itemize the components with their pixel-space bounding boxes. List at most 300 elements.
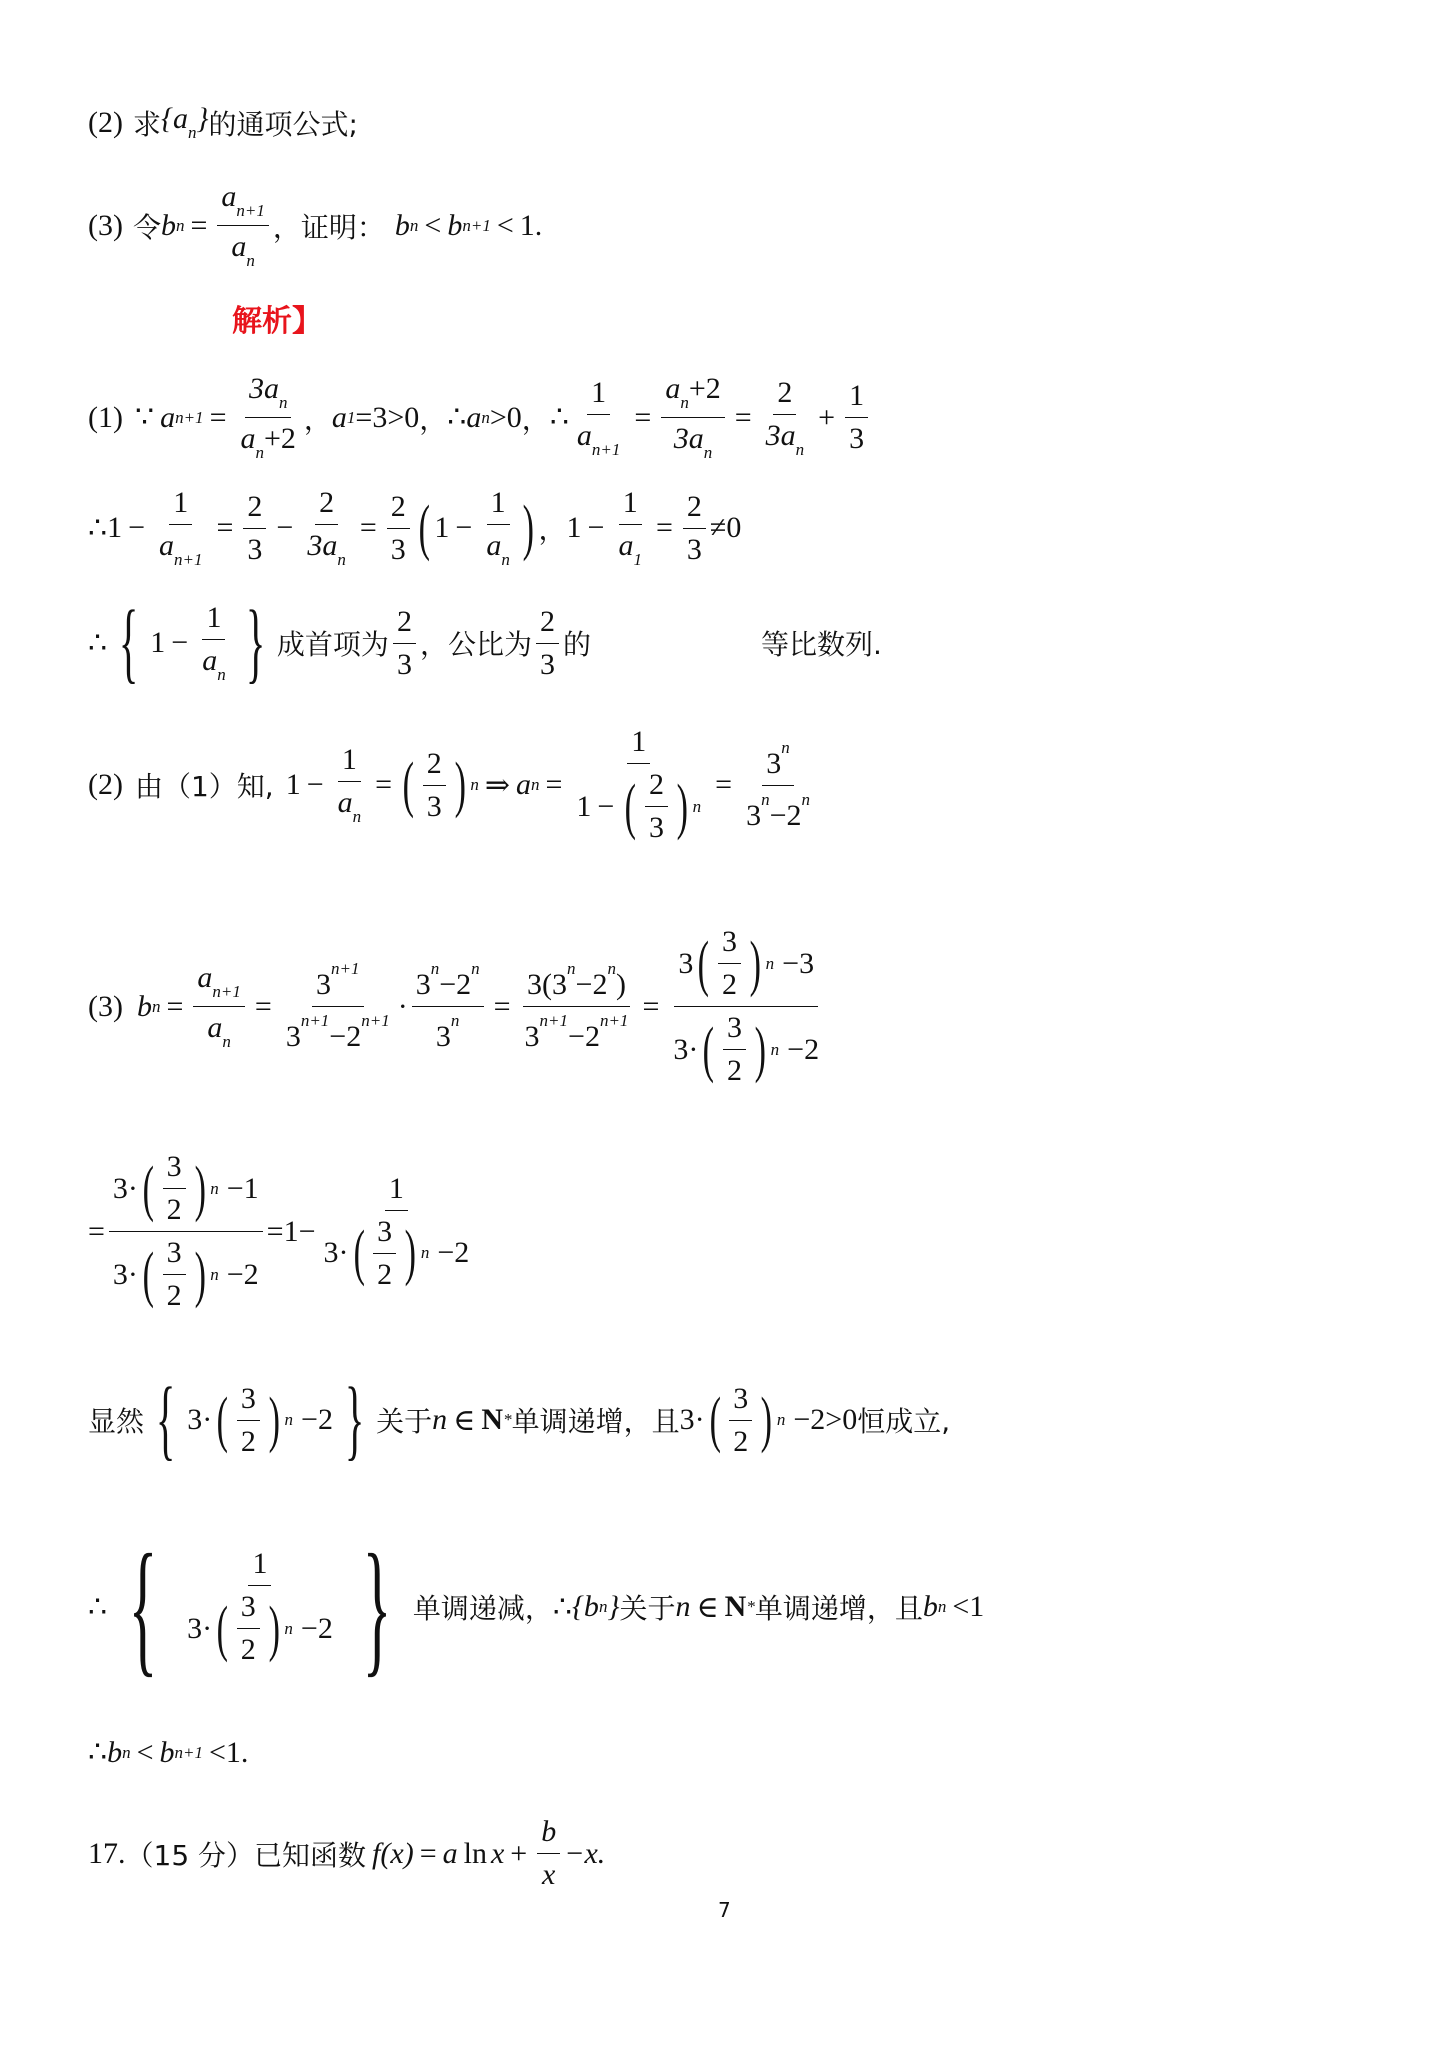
fraction <box>236 372 299 463</box>
denominator: 2 <box>240 1424 256 1458</box>
math-term: +2 <box>263 422 296 455</box>
math-subscript: n <box>531 775 540 794</box>
math-term: −x. <box>564 1836 606 1870</box>
math-symbol: a <box>576 418 592 452</box>
math-term: 3· <box>187 1403 213 1436</box>
solution-text: 的 <box>562 628 591 661</box>
left-paren: ( <box>402 751 415 819</box>
left-paren: ( <box>353 1219 365 1287</box>
math-exponent: n <box>470 775 479 794</box>
math-symbol: a <box>240 422 256 455</box>
fraction: 1 1 − ( $\frac{2}{3}$ ) n <box>576 725 702 844</box>
math-term: >0 <box>489 400 522 434</box>
math-exponent: n <box>210 1264 219 1284</box>
fraction <box>217 180 268 271</box>
part-label: (2) <box>88 105 123 139</box>
math-subscript: n <box>337 550 346 569</box>
math-subscript: n <box>188 123 197 142</box>
solution-text: 显然 <box>88 1405 145 1438</box>
solution-step-3: (3) b n = $\frac{a_{n+1}}{a_n}$ = $\frac{3^{n+1}}{3^{n+1}-2^{n+1}}$ · $\frac{3^n-2^n}{3^n}$ = $\frac{3(3^n-2^n)}{3^{n+1}-2^{n+1}}$ = 3 ( $\frac{3}{2}$ ) n −3 3· ( $\frac{3}{2}$ ) n −2 <box>88 925 827 1088</box>
math-subscript: n <box>703 443 713 462</box>
math-subscript: 1 <box>633 550 642 569</box>
math-exponent: n+1 <box>361 1011 390 1030</box>
therefore-symbol: ∴ <box>88 1736 108 1769</box>
math-term: 3· <box>323 1236 349 1269</box>
math-symbol: b <box>107 1735 123 1769</box>
part-label: (1) <box>88 400 123 434</box>
natural-numbers-symbol: N <box>481 1403 504 1436</box>
plus-sign: + <box>510 1836 528 1870</box>
math-symbol: {b <box>571 1590 599 1623</box>
math-subscript: n+1 <box>212 982 241 1001</box>
equals-sign: = <box>88 1214 105 1248</box>
math-term: ≠0 <box>709 511 742 544</box>
solution-step-1b: ∴ 1 − $\frac{1}{a_{n+1}}$ = $\frac{2}{3}$ − $\frac{2}{3a_n}$ = $\frac{2}{3}$ ( 1 − $\frac{1}{a_n}$ ) ， 1 − $\frac{1}{a_1}$ = $\frac{2}{3}$ ≠0 <box>88 486 742 569</box>
question-text: ，证明： <box>272 210 385 244</box>
math-symbol: a <box>197 961 213 994</box>
plus-sign: + <box>818 400 836 434</box>
fraction <box>521 959 633 1054</box>
math-term: 3· <box>673 1032 699 1066</box>
math-subscript: n <box>501 550 510 569</box>
math-symbol: f <box>372 1836 381 1870</box>
left-paren: ( <box>216 1386 229 1454</box>
math-exponent: n <box>284 1410 294 1429</box>
right-paren: ) <box>268 1386 280 1454</box>
left-brace: { <box>155 1370 176 1469</box>
right-paren: ) <box>676 772 689 841</box>
left-paren: ( <box>142 1154 154 1223</box>
math-subscript: n <box>795 439 805 459</box>
math-symbol: b <box>447 208 463 242</box>
math-exponent: n+1 <box>599 1011 629 1030</box>
denominator: 3 <box>247 532 263 566</box>
fraction <box>155 486 206 570</box>
question-part-2 <box>88 102 358 143</box>
fraction <box>237 1590 260 1667</box>
math-term: (x) <box>380 1836 414 1870</box>
denominator: 3 <box>539 647 555 681</box>
solution-text: 成首项为 <box>276 628 389 661</box>
math-term: 3· <box>187 1611 213 1645</box>
solution-text: 单调递增，且 <box>754 1592 923 1625</box>
numerator: 1 <box>338 743 361 782</box>
therefore-symbol: ∴ <box>88 1590 108 1624</box>
math-term: −2 <box>226 1257 259 1291</box>
math-superscript: * <box>503 1410 512 1429</box>
question-text: 求 <box>132 107 161 141</box>
math-term: +2 <box>688 372 721 405</box>
math-exponent: n+1 <box>539 1011 569 1030</box>
problem-number: 17. <box>88 1836 126 1870</box>
denominator: 2 <box>166 1279 182 1312</box>
math-term: −1 <box>226 1171 259 1205</box>
math-symbol: b <box>394 208 410 242</box>
implies-arrow: ⇒ <box>484 768 510 802</box>
math-symbol: a <box>207 1011 223 1044</box>
denominator: x <box>542 1858 556 1891</box>
fraction <box>669 925 823 1088</box>
numerator: 3 <box>718 925 741 964</box>
math-number: 1 <box>107 511 123 544</box>
math-subscript: n <box>481 407 490 427</box>
math-number: 3 <box>415 968 431 1001</box>
fraction <box>614 486 646 570</box>
math-term: −2 <box>329 1020 362 1053</box>
math-exponent: n <box>450 1011 460 1030</box>
math-symbol: n <box>432 1403 448 1436</box>
math-exponent: n <box>692 796 702 816</box>
math-exponent: n+1 <box>331 959 360 978</box>
numerator: 3 <box>729 1382 752 1421</box>
math-subscript: n+1 <box>462 215 491 235</box>
right-paren: ) <box>194 1154 206 1223</box>
therefore-symbol: ∴ <box>552 1590 572 1624</box>
denominator: 2 <box>733 1424 749 1458</box>
therefore-symbol: ∴ <box>549 401 569 434</box>
problem-17 <box>88 1815 605 1892</box>
numerator: 1 <box>169 486 192 525</box>
numerator: 2 <box>393 605 416 644</box>
numerator: 1 <box>385 1172 408 1211</box>
numerator: 3 <box>373 1215 396 1254</box>
math-subscript: n <box>352 807 362 826</box>
numerator: 2 <box>645 768 668 807</box>
math-symbol: a <box>665 372 681 405</box>
right-paren: ) <box>268 1594 280 1663</box>
left-paren: ( <box>216 1594 229 1663</box>
solution-conclusion <box>88 1735 248 1770</box>
math-term: ) <box>615 968 626 1001</box>
denominator: 3 <box>426 789 442 823</box>
math-subscript: n <box>176 215 185 235</box>
math-subscript: n <box>598 1597 608 1616</box>
solution-step-1: (1) ∵ a n+1 = $\frac{3a_n}{a_n+2}$ ， a 1 =3>0 ， ∴ a n >0 ， ∴ $\frac{1}{a_{n+1}}$ = $\frac{a_n+2}{3a_n}$ = $\frac{2}{3a_n}$ + $\frac{1}{3}$ <box>88 372 872 463</box>
denominator: 2 <box>722 968 738 1001</box>
right-paren: ) <box>760 1386 773 1454</box>
math-term: =3>0 <box>355 400 420 434</box>
left-paren: ( <box>703 1015 715 1084</box>
math-symbol: b <box>159 1735 175 1769</box>
math-exponent: n+1 <box>300 1011 330 1030</box>
punctuation: ， <box>538 513 567 546</box>
numerator: 2 <box>387 490 410 529</box>
left-paren: ( <box>709 1386 721 1454</box>
math-subscript: n <box>122 1742 131 1762</box>
math-symbol: b <box>136 989 152 1023</box>
page-number: 7 <box>718 1898 731 1922</box>
math-term: −2>0 <box>793 1403 858 1436</box>
math-exponent: n <box>761 789 770 809</box>
solution-text: 关于 <box>619 1592 676 1625</box>
math-subscript: 1 <box>346 407 356 427</box>
right-paren: ) <box>749 929 762 998</box>
fraction <box>393 605 416 682</box>
dot-operator: · <box>397 989 408 1023</box>
math-term: 3a <box>673 422 704 455</box>
fraction <box>193 961 244 1052</box>
math-symbol: a <box>466 400 482 434</box>
numerator: 2 <box>423 747 446 786</box>
math-symbol: a <box>337 786 353 819</box>
math-exponent: n <box>781 737 790 757</box>
math-term: −2 <box>301 1403 333 1436</box>
solution-text: 关于 <box>376 1405 433 1438</box>
numerator: 1 <box>248 1547 271 1586</box>
fraction <box>661 372 724 463</box>
solution-step-3c <box>88 1370 951 1469</box>
solution-text: 等比数列. <box>760 628 882 661</box>
math-number: 3 <box>746 798 762 832</box>
math-symbol: a <box>221 180 237 213</box>
solution-step-2: (2) 由（1）知, 1 − $\frac{1}{a_n}$ = ( $\frac{2}{3}$ ) n ⇒ a n = 1 1 − ( $\frac{2}{3}$ ) n = $\frac{3^n}{3^n-2^n}$ <box>88 725 818 845</box>
question-part-3 <box>88 180 542 271</box>
math-number: 1 <box>566 511 582 544</box>
math-term: 3· <box>112 1171 138 1205</box>
fraction <box>183 1547 337 1667</box>
fraction <box>387 490 410 567</box>
math-symbol: a <box>442 1836 458 1870</box>
math-function: ln <box>463 1836 487 1870</box>
math-subscript: n <box>255 443 264 462</box>
numerator: 1 <box>587 376 610 415</box>
solution-text: 单调递增，且 <box>511 1405 680 1438</box>
denominator: 2 <box>727 1054 743 1087</box>
left-paren: ( <box>142 1240 154 1309</box>
denominator: 2 <box>377 1257 393 1291</box>
equals-sign: = <box>419 1836 437 1870</box>
right-paren: ) <box>454 751 466 819</box>
right-brace: } <box>362 1524 392 1690</box>
fraction <box>845 379 868 456</box>
math-subscript: n <box>680 393 689 412</box>
numerator: 3 <box>163 1236 186 1275</box>
equals-sign: = <box>190 208 208 242</box>
math-symbol: a <box>159 529 175 562</box>
fraction <box>723 1011 746 1088</box>
math-symbol: a <box>231 230 247 263</box>
numerator: 1 <box>845 379 868 418</box>
fraction <box>282 959 394 1054</box>
problem-text: 已知函数 <box>254 1838 367 1872</box>
part-label: (3) <box>88 989 123 1023</box>
solution-text: 恒成立, <box>857 1405 951 1438</box>
math-term: −2 <box>300 1611 333 1645</box>
math-number: 3 <box>285 1020 301 1053</box>
math-exponent: n <box>776 1410 786 1429</box>
minus-sign: − <box>128 511 146 544</box>
math-term: <1. <box>209 1735 249 1769</box>
because-symbol: ∵ <box>134 401 155 434</box>
math-term: −2 <box>575 968 608 1001</box>
math-symbol: } <box>607 1590 620 1623</box>
numerator: 2 <box>773 376 796 415</box>
fraction <box>423 747 446 824</box>
math-subscript: n+1 <box>174 550 203 569</box>
solution-text: ，公比为 <box>419 628 532 661</box>
numerator: 2 <box>315 486 338 525</box>
denominator: 2 <box>240 1633 256 1666</box>
fraction <box>742 738 814 833</box>
fraction <box>237 1382 260 1459</box>
denominator: 2 <box>166 1193 182 1226</box>
denominator: 3 <box>686 532 702 566</box>
problem-points: （15 分） <box>125 1838 255 1872</box>
math-symbol: x <box>490 1836 505 1870</box>
math-symbol: a <box>486 529 502 562</box>
math-symbol: a <box>516 768 531 801</box>
fraction <box>163 1236 186 1313</box>
math-number: 3 <box>766 746 782 780</box>
fraction <box>303 486 350 570</box>
left-paren: ( <box>418 494 430 562</box>
solution-step-3d <box>88 1524 985 1690</box>
math-subscript: n+1 <box>236 201 265 220</box>
math-term: <1 <box>952 1590 985 1623</box>
math-operator: < <box>424 208 442 242</box>
left-brace: { <box>128 1524 158 1690</box>
question-text: 的通项公式; <box>208 107 358 141</box>
math-term: 3a <box>307 529 338 562</box>
therefore-symbol: ∴ <box>447 401 467 434</box>
right-paren: ) <box>522 494 534 562</box>
numerator: 2 <box>536 605 559 644</box>
numerator: 3 <box>237 1382 260 1421</box>
math-subscript: n <box>937 1597 947 1616</box>
math-exponent: n <box>471 959 480 978</box>
math-term: −2 <box>787 1032 820 1066</box>
natural-numbers-symbol: N <box>724 1590 747 1623</box>
solution-text: 由（1）知, <box>134 770 274 803</box>
math-exponent: n <box>770 1039 780 1059</box>
fraction <box>109 1150 263 1313</box>
math-subscript: n+1 <box>175 407 204 427</box>
math-subscript: n <box>278 393 288 412</box>
math-exponent: n <box>210 1178 219 1198</box>
left-paren: ( <box>698 929 710 998</box>
math-exponent: n <box>284 1618 293 1638</box>
fraction <box>198 601 230 685</box>
right-brace: } <box>344 1370 365 1469</box>
math-subscript: n <box>222 1032 231 1051</box>
numerator: 3 <box>237 1590 260 1629</box>
numerator: 1 <box>627 725 650 764</box>
math-number: 3 <box>316 968 332 1001</box>
denominator: 3 <box>390 532 406 566</box>
math-symbol: a <box>160 400 176 434</box>
part-label: (2) <box>88 768 123 801</box>
fraction <box>537 1815 560 1892</box>
fraction <box>718 925 741 1002</box>
math-exponent: n <box>567 959 576 978</box>
math-term: 3a <box>248 372 279 405</box>
math-number: 3 <box>524 1020 540 1053</box>
left-paren: ( <box>624 772 637 841</box>
numerator: b <box>537 1815 560 1854</box>
fraction <box>373 1215 396 1292</box>
denominator: 3 <box>396 647 412 681</box>
math-number: 1 <box>434 511 450 544</box>
denominator: 3 <box>849 422 865 455</box>
fraction <box>729 1382 752 1459</box>
math-symbol: a <box>618 529 634 562</box>
math-operator: < <box>136 1735 154 1769</box>
math-exponent: n <box>801 789 810 809</box>
math-number: 1. <box>519 208 543 242</box>
math-superscript: * <box>746 1597 755 1616</box>
fraction <box>243 490 266 567</box>
math-subscript: n <box>246 251 255 270</box>
numerator: 1 <box>202 601 225 640</box>
math-symbol: a <box>202 644 218 677</box>
math-term: −2 <box>439 968 472 1001</box>
fraction <box>163 1150 186 1227</box>
math-number: 1 <box>150 626 166 659</box>
math-term: 3· <box>112 1257 138 1291</box>
math-number: 3 <box>435 1020 451 1053</box>
fraction <box>536 605 559 682</box>
math-subscript: n+1 <box>591 439 621 459</box>
math-term: −2 <box>769 798 802 832</box>
right-paren: ) <box>754 1015 767 1084</box>
left-brace: { <box>118 593 139 692</box>
numerator: 2 <box>243 490 266 529</box>
right-paren: ) <box>194 1240 206 1309</box>
solution-step-3b <box>88 1150 477 1313</box>
numerator: 1 <box>619 486 642 525</box>
math-symbol: a <box>331 400 347 434</box>
math-number: 1 <box>285 768 301 801</box>
math-number: 3 <box>678 946 694 980</box>
math-term: −2 <box>568 1020 600 1053</box>
math-exponent: n <box>765 953 775 973</box>
numerator: 1 <box>487 486 510 525</box>
numerator: 3 <box>163 1150 186 1189</box>
math-term: 3a <box>765 418 796 452</box>
math-operator: < <box>496 208 514 242</box>
therefore-symbol: ∴ <box>88 626 108 660</box>
therefore-symbol: ∴ <box>88 511 108 545</box>
math-symbol: } <box>196 102 209 135</box>
numerator: 3 <box>723 1011 746 1050</box>
solution-step-1c: ∴ { 1 − $\frac{1}{a_n}$ } 成首项为 $\frac{2}{3}$ ，公比为 $\frac{2}{3}$ 的 等比数列. <box>88 593 882 692</box>
fraction <box>645 768 668 845</box>
math-exponent: n <box>430 959 440 978</box>
math-term: −2 <box>437 1236 470 1269</box>
math-symbol: b <box>161 208 176 242</box>
math-subscript: n <box>151 996 161 1016</box>
math-term: −3 <box>782 946 815 980</box>
math-term: 3(3 <box>527 968 568 1001</box>
right-paren: ) <box>404 1219 417 1287</box>
part-label: (3) <box>88 208 123 242</box>
fraction <box>762 376 809 460</box>
fraction <box>334 743 366 827</box>
math-symbol: b <box>922 1590 938 1623</box>
fraction <box>412 959 484 1054</box>
math-exponent: n <box>420 1243 430 1262</box>
math-subscript: n+1 <box>174 1742 203 1762</box>
math-subscript: n <box>217 665 226 684</box>
math-symbol: {a <box>161 102 188 135</box>
math-number: 1 <box>576 789 592 823</box>
solution-text: 单调递减， <box>412 1592 553 1625</box>
math-term: =1− <box>266 1214 316 1248</box>
math-subscript: n <box>409 215 419 235</box>
right-brace: } <box>245 593 266 692</box>
denominator: 3 <box>649 811 664 844</box>
math-exponent: n <box>607 959 616 978</box>
